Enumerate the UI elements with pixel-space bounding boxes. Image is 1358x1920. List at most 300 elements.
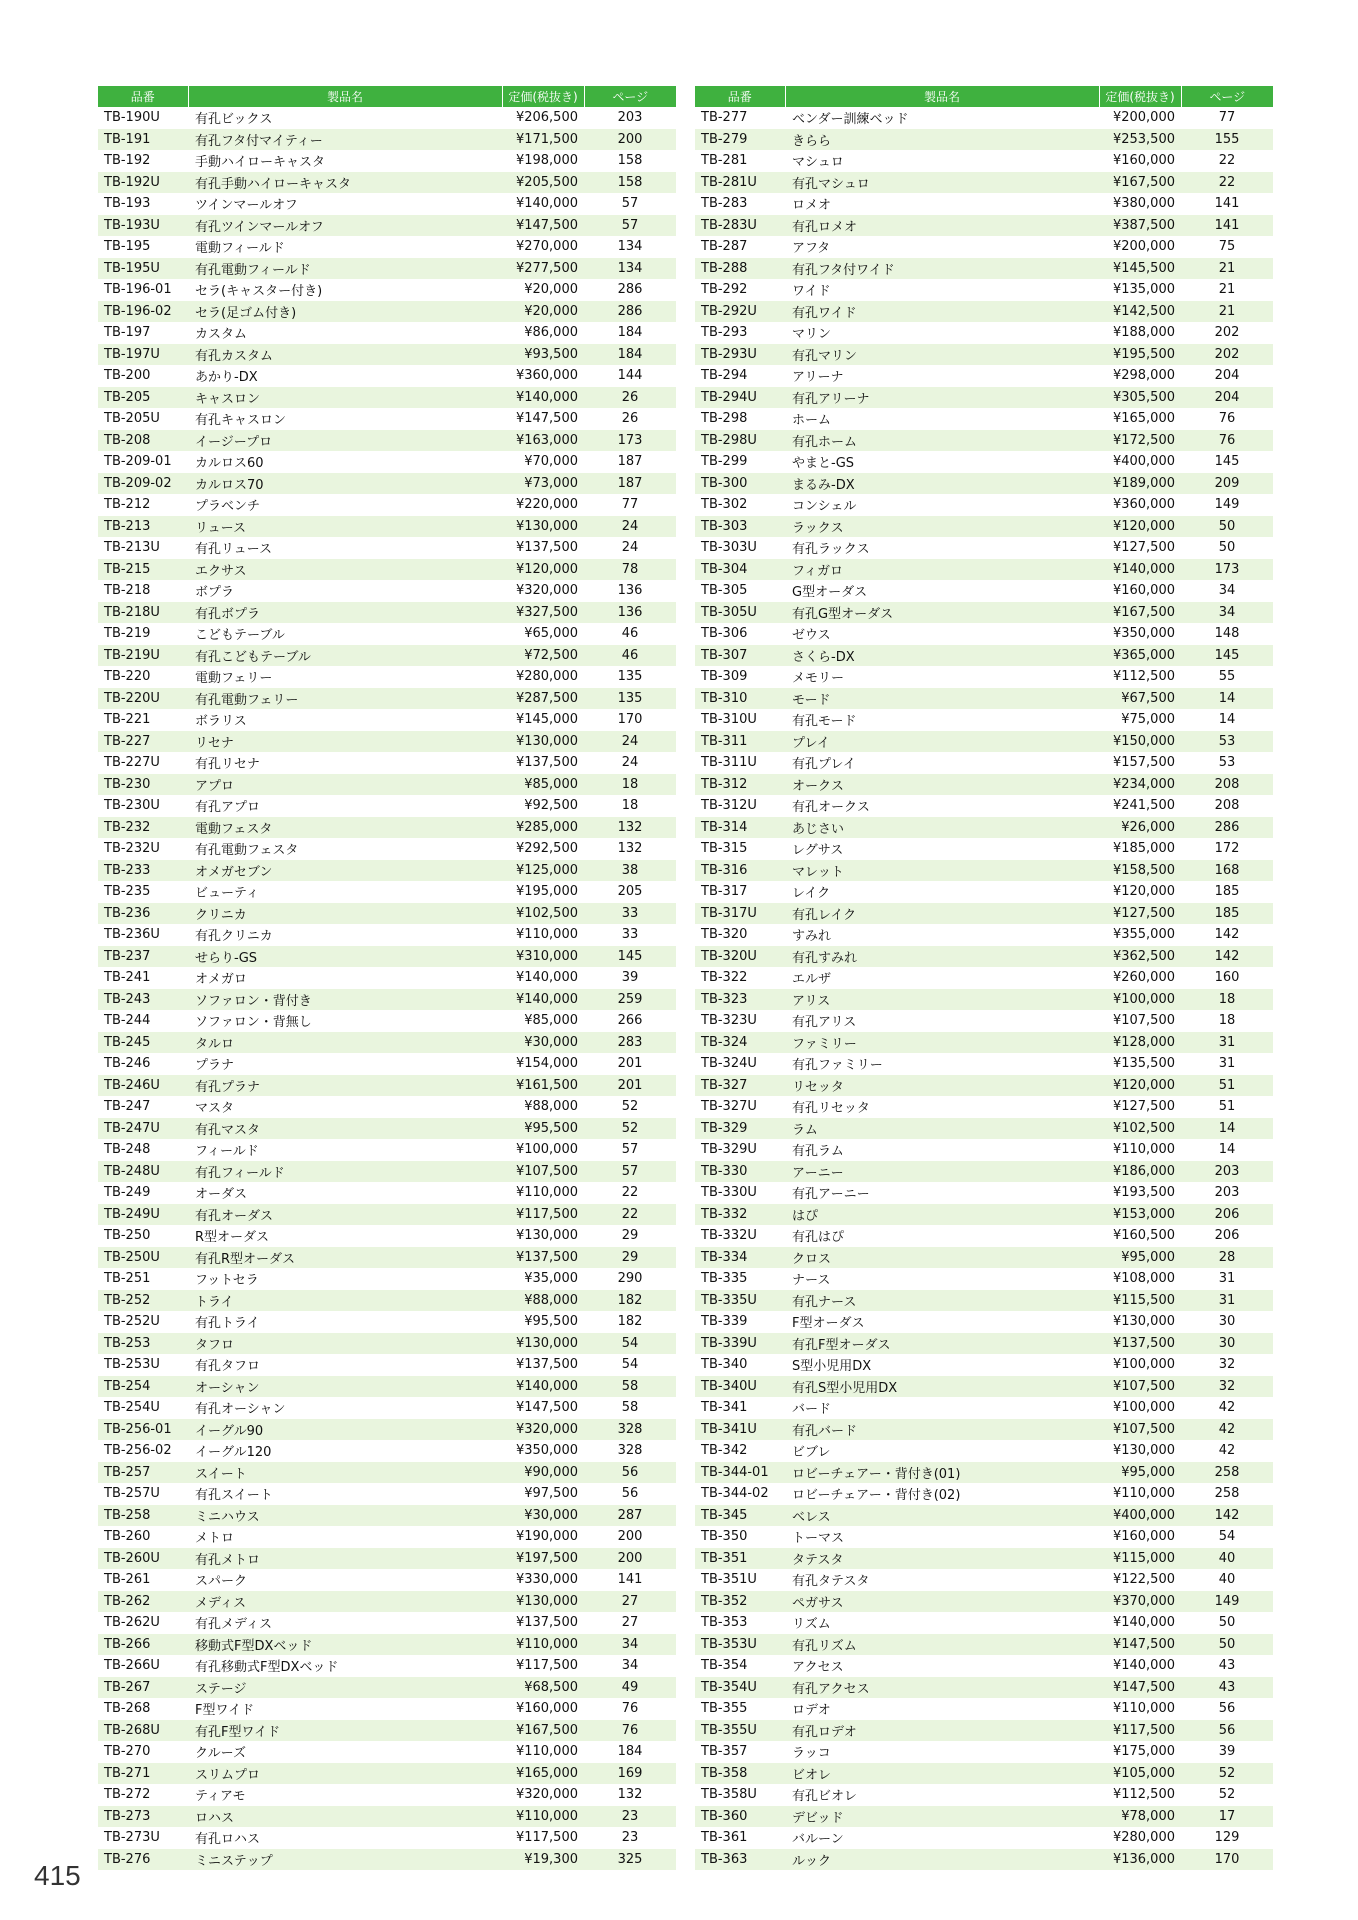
table-row	[695, 1827, 1273, 1849]
header-product-code: 品番	[695, 86, 785, 107]
price-cell: ¥158,500	[1099, 860, 1181, 882]
price-cell: ¥137,500	[515, 755, 578, 771]
page-ref-cell: 132	[617, 1787, 643, 1803]
table-row	[98, 1311, 676, 1333]
price-cell: ¥160,000	[1112, 153, 1175, 169]
product-code-cell: TB-279	[695, 129, 785, 151]
product-name-cell: モード	[785, 688, 1099, 710]
product-name-cell: タルロ	[188, 1032, 502, 1054]
page-ref-cell: 50	[1218, 540, 1236, 556]
price-cell: ¥20,000	[524, 282, 578, 298]
product-name-cell: ロハス	[188, 1806, 502, 1828]
page-ref-cell: 22	[1181, 172, 1273, 194]
product-name-cell: 有孔キャスロン	[195, 413, 287, 429]
product-name-cell: レイク	[792, 886, 831, 902]
table-row	[98, 1161, 676, 1183]
product-name-cell: 有孔リュース	[195, 542, 272, 558]
table-row	[98, 301, 676, 323]
price-cell: ¥362,500	[1099, 946, 1181, 968]
product-code-cell: TB-358U	[701, 1787, 757, 1803]
product-code-cell: TB-241	[104, 970, 151, 986]
product-code-cell: TB-230	[98, 774, 188, 796]
product-code-cell: TB-355	[701, 1701, 748, 1717]
page-ref-cell: 158	[617, 153, 643, 169]
price-cell: ¥100,000	[1099, 989, 1181, 1011]
product-code-cell: TB-254	[98, 1376, 188, 1398]
product-code-cell: TB-273U	[104, 1830, 160, 1846]
page-ref-cell: 50	[1181, 516, 1273, 538]
page-ref-cell: 170	[1181, 1849, 1273, 1871]
price-cell: ¥112,500	[1112, 669, 1175, 685]
price-cell: ¥117,500	[1099, 1720, 1181, 1742]
price-cell: ¥102,500	[502, 903, 584, 925]
page-ref-cell: 148	[1214, 626, 1240, 642]
table-row	[695, 709, 1273, 731]
page-ref-cell: 286	[584, 301, 676, 323]
table-row	[98, 1118, 676, 1140]
product-code-cell: TB-305U	[695, 602, 785, 624]
table-row	[695, 860, 1273, 882]
price-cell: ¥95,500	[502, 1118, 584, 1140]
price-cell: ¥198,000	[515, 153, 578, 169]
page-ref-cell: 54	[1218, 1529, 1236, 1545]
page-ref-cell: 27	[621, 1615, 639, 1631]
page-ref-cell: 31	[1181, 1290, 1273, 1312]
page-ref-cell: 185	[1214, 884, 1240, 900]
price-cell: ¥253,500	[1099, 129, 1181, 151]
table-row	[98, 1849, 676, 1871]
table-row	[98, 344, 676, 366]
price-cell: ¥365,000	[1099, 645, 1181, 667]
table-row	[695, 924, 1273, 946]
product-name-cell: 有孔すみれ	[785, 946, 1099, 968]
price-cell: ¥154,000	[515, 1056, 578, 1072]
product-name-cell: アーニー	[785, 1161, 1099, 1183]
table-row	[695, 1591, 1273, 1613]
product-code-cell: TB-195U	[98, 258, 188, 280]
price-cell: ¥285,000	[502, 817, 584, 839]
product-code-cell: TB-251	[104, 1271, 151, 1287]
price-cell: ¥72,500	[502, 645, 584, 667]
product-name-cell: 有孔ツインマールオフ	[188, 215, 502, 237]
price-cell: ¥175,000	[1112, 1744, 1175, 1760]
product-code-cell: TB-307	[695, 645, 785, 667]
page-ref-cell: 76	[1218, 411, 1236, 427]
table-row	[695, 150, 1273, 172]
product-code-cell: TB-303	[695, 516, 785, 538]
product-code-cell: TB-208	[98, 430, 188, 452]
price-cell: ¥95,500	[524, 1314, 578, 1330]
page-ref-cell: 42	[1218, 1400, 1236, 1416]
product-code-cell: TB-327U	[701, 1099, 757, 1115]
product-code-cell: TB-260U	[98, 1548, 188, 1570]
price-cell: ¥78,000	[1099, 1806, 1181, 1828]
header-product-code: 品番	[98, 86, 188, 107]
product-code-cell: TB-330	[695, 1161, 785, 1183]
product-code-cell: TB-220	[104, 669, 151, 685]
page-ref-cell: 160	[1214, 970, 1240, 986]
product-code-cell: TB-300	[695, 473, 785, 495]
page-ref-cell: 76	[621, 1701, 639, 1717]
table-row	[98, 580, 676, 602]
product-name-cell: 有孔リセナ	[195, 757, 260, 773]
price-cell: ¥260,000	[1112, 970, 1175, 986]
price-cell: ¥400,000	[1099, 1505, 1181, 1527]
page-ref-cell: 42	[1218, 1443, 1236, 1459]
table-row	[98, 1505, 676, 1527]
table-row	[695, 1440, 1273, 1462]
product-code-cell: TB-205U	[104, 411, 160, 427]
product-code-cell: TB-212	[104, 497, 151, 513]
product-code-cell: TB-324U	[701, 1056, 757, 1072]
page-ref-cell: 200	[617, 1529, 643, 1545]
page-ref-cell: 43	[1181, 1677, 1273, 1699]
product-code-cell: TB-245	[98, 1032, 188, 1054]
product-name-cell: オメガロ	[195, 972, 247, 988]
product-code-cell: TB-310	[695, 688, 785, 710]
product-name-cell: F型ワイド	[195, 1703, 255, 1719]
product-name-cell: ペガサス	[785, 1591, 1099, 1613]
table-row	[98, 1698, 676, 1720]
product-name-cell: アリス	[785, 989, 1099, 1011]
page-ref-cell: 46	[584, 645, 676, 667]
product-code-cell: TB-219	[104, 626, 151, 642]
price-cell: ¥400,000	[1112, 454, 1175, 470]
table-row	[695, 1784, 1273, 1806]
price-cell: ¥140,000	[1112, 1658, 1175, 1674]
page-ref-cell: 185	[1181, 903, 1273, 925]
product-name-cell: 有孔メディス	[195, 1617, 272, 1633]
product-code-cell: TB-353U	[695, 1634, 785, 1656]
table-row	[98, 1182, 676, 1204]
page-ref-cell: 78	[584, 559, 676, 581]
table-row	[98, 408, 676, 430]
product-code-cell: TB-205	[98, 387, 188, 409]
page-ref-cell: 76	[1181, 430, 1273, 452]
table-row	[695, 1139, 1273, 1161]
price-cell: ¥95,000	[1099, 1247, 1181, 1269]
price-cell: ¥110,000	[502, 1634, 584, 1656]
price-cell: ¥97,500	[524, 1486, 578, 1502]
price-cell: ¥135,500	[1112, 1056, 1175, 1072]
price-cell: ¥122,500	[1112, 1572, 1175, 1588]
product-name-cell: ファミリー	[785, 1032, 1099, 1054]
page-ref-cell: 30	[1218, 1314, 1236, 1330]
price-cell: ¥85,000	[524, 1013, 578, 1029]
product-code-cell: TB-312U	[701, 798, 757, 814]
table-row	[98, 1268, 676, 1290]
price-cell: ¥200,000	[1112, 239, 1175, 255]
page-ref-cell: 206	[1181, 1204, 1273, 1226]
product-name-cell: せらり-GS	[188, 946, 502, 968]
product-name-cell: スイート	[188, 1462, 502, 1484]
table-row	[695, 1247, 1273, 1269]
page-ref-cell: 136	[617, 583, 643, 599]
product-name-cell: 有孔ラックス	[792, 542, 870, 558]
table-row	[695, 387, 1273, 409]
page-ref-cell: 30	[1181, 1333, 1273, 1355]
product-name-cell: アクセス	[792, 1660, 844, 1676]
table-row	[98, 774, 676, 796]
page-ref-cell: 141	[617, 1572, 643, 1588]
product-name-cell: R型オーダス	[195, 1230, 270, 1246]
table-row	[695, 881, 1273, 903]
page-ref-cell: 258	[1181, 1462, 1273, 1484]
product-code-cell: TB-292	[701, 282, 748, 298]
page-ref-cell: 145	[1214, 454, 1240, 470]
page-ref-cell: 54	[584, 1333, 676, 1355]
table-header-row	[695, 86, 1273, 107]
page-ref-cell: 135	[584, 688, 676, 710]
page-ref-cell: 18	[1218, 1013, 1236, 1029]
page-ref-cell: 75	[1218, 239, 1236, 255]
page-ref-cell: 58	[621, 1400, 639, 1416]
product-name-cell: イーグル120	[195, 1445, 272, 1461]
product-name-cell: 有孔スイート	[195, 1488, 273, 1504]
product-code-cell: TB-249	[104, 1185, 151, 1201]
table-row	[695, 838, 1273, 860]
product-code-cell: TB-344-02	[701, 1486, 769, 1502]
product-code-cell: TB-266U	[104, 1658, 160, 1674]
price-cell: ¥70,000	[524, 454, 578, 470]
price-cell: ¥142,500	[1099, 301, 1181, 323]
table-row	[695, 1397, 1273, 1419]
product-name-cell: 有孔アプロ	[195, 800, 261, 816]
product-code-cell: TB-192U	[98, 172, 188, 194]
price-cell: ¥107,500	[502, 1161, 584, 1183]
price-cell: ¥310,000	[502, 946, 584, 968]
product-code-cell: TB-256-01	[98, 1419, 188, 1441]
price-cell: ¥380,000	[1112, 196, 1175, 212]
product-name-cell: ソファロン・背付き	[188, 989, 502, 1011]
page-ref-cell: 287	[584, 1505, 676, 1527]
product-code-cell: TB-352	[695, 1591, 785, 1613]
price-cell: ¥125,000	[502, 860, 584, 882]
table-row	[98, 1806, 676, 1828]
product-name-cell: 有孔ホーム	[785, 430, 1099, 452]
product-code-cell: TB-320	[701, 927, 748, 943]
table-row	[98, 731, 676, 753]
product-name-cell: まるみ-DX	[785, 473, 1099, 495]
page-ref-cell: 58	[584, 1376, 676, 1398]
price-cell: ¥67,500	[1099, 688, 1181, 710]
product-name-cell: カスタム	[195, 327, 248, 343]
page-ref-cell: 328	[584, 1419, 676, 1441]
product-name-cell: 有孔S型小児用DX	[785, 1376, 1099, 1398]
table-row	[695, 989, 1273, 1011]
product-name-cell: カルロス70	[188, 473, 502, 495]
price-cell: ¥186,000	[1099, 1161, 1181, 1183]
product-name-cell: 有孔フィールド	[188, 1161, 502, 1183]
price-cell: ¥130,000	[502, 1591, 584, 1613]
table-row	[98, 1720, 676, 1742]
table-row	[98, 860, 676, 882]
page-ref-cell: 31	[1218, 1271, 1236, 1287]
product-code-cell: TB-334	[695, 1247, 785, 1269]
price-cell: ¥110,000	[1112, 1142, 1175, 1158]
table-row	[98, 623, 676, 645]
table-header-row	[98, 86, 676, 107]
page-ref-cell: 31	[1218, 1056, 1236, 1072]
table-row	[98, 1462, 676, 1484]
table-row	[695, 1526, 1273, 1548]
table-row	[695, 602, 1273, 624]
table-row	[695, 1763, 1273, 1785]
product-name-cell: メトロ	[195, 1531, 235, 1547]
page-ref-cell: 149	[1181, 1591, 1273, 1613]
product-code-cell: TB-330U	[701, 1185, 757, 1201]
price-cell: ¥360,000	[1112, 497, 1175, 513]
product-code-cell: TB-340	[701, 1357, 748, 1373]
page-ref-cell: 182	[617, 1314, 643, 1330]
page-ref-cell: 22	[584, 1204, 676, 1226]
product-name-cell: ビューティ	[195, 886, 259, 902]
product-code-cell: TB-196-01	[104, 282, 172, 298]
price-cell: ¥19,300	[502, 1849, 584, 1871]
price-cell: ¥110,000	[515, 1744, 578, 1760]
product-code-cell: TB-316	[695, 860, 785, 882]
table-row	[695, 1204, 1273, 1226]
page-ref-cell: 168	[1181, 860, 1273, 882]
product-name-cell: タテスタ	[785, 1548, 1099, 1570]
product-code-cell: TB-236	[98, 903, 188, 925]
price-cell: ¥150,000	[1099, 731, 1181, 753]
product-code-cell: TB-317U	[695, 903, 785, 925]
table-row	[98, 1763, 676, 1785]
price-cell: ¥147,500	[515, 1400, 578, 1416]
price-cell: ¥140,000	[1112, 1615, 1175, 1631]
price-cell: ¥140,000	[515, 970, 578, 986]
page-number: 415	[34, 1860, 81, 1891]
price-cell: ¥130,000	[502, 731, 584, 753]
price-cell: ¥137,500	[515, 540, 578, 556]
product-code-cell: TB-303U	[701, 540, 757, 556]
table-row	[98, 1204, 676, 1226]
product-name-cell: クリニカ	[188, 903, 502, 925]
table-row	[98, 150, 676, 172]
product-code-cell: TB-327	[695, 1075, 785, 1097]
product-name-cell: 有孔G型オーダス	[785, 602, 1099, 624]
price-cell: ¥110,000	[515, 1185, 578, 1201]
table-row	[98, 193, 676, 215]
product-code-cell: TB-243	[98, 989, 188, 1011]
product-code-cell: TB-247U	[98, 1118, 188, 1140]
product-code-cell: TB-339	[701, 1314, 748, 1330]
product-name-cell: 有孔リズム	[785, 1634, 1099, 1656]
table-row	[98, 1010, 676, 1032]
product-name-cell: はぴ	[785, 1204, 1099, 1226]
product-code-cell: TB-247	[104, 1099, 151, 1115]
price-cell: ¥120,000	[1099, 1075, 1181, 1097]
page-ref-cell: 132	[584, 817, 676, 839]
product-code-cell: TB-276	[98, 1849, 188, 1871]
product-code-cell: TB-357	[701, 1744, 748, 1760]
price-cell: ¥157,500	[1112, 755, 1175, 771]
table-row	[695, 1677, 1273, 1699]
price-cell: ¥292,500	[515, 841, 578, 857]
page-ref-cell: 286	[617, 282, 643, 298]
product-name-cell: リセッタ	[785, 1075, 1099, 1097]
product-code-cell: TB-332U	[701, 1228, 757, 1244]
page-ref-cell: 129	[1214, 1830, 1240, 1846]
page-ref-cell: 173	[584, 430, 676, 452]
product-name-cell: オーダス	[195, 1187, 248, 1203]
product-code-cell: TB-248	[104, 1142, 151, 1158]
price-cell: ¥305,500	[1099, 387, 1181, 409]
product-name-cell: 手動ハイローキャスタ	[195, 155, 326, 171]
page-ref-cell: 77	[621, 497, 639, 513]
table-row	[695, 731, 1273, 753]
table-row	[98, 258, 676, 280]
product-code-cell: TB-220U	[98, 688, 188, 710]
price-cell: ¥120,000	[1112, 884, 1175, 900]
product-name-cell: ボプラ	[195, 585, 235, 601]
product-name-cell: トーマス	[792, 1531, 845, 1547]
table-row	[695, 1010, 1273, 1032]
page-ref-cell: 34	[1181, 602, 1273, 624]
product-code-cell: TB-314	[695, 817, 785, 839]
page-ref-cell: 27	[584, 1591, 676, 1613]
table-row	[695, 516, 1273, 538]
table-row	[695, 1290, 1273, 1312]
price-cell: ¥197,500	[502, 1548, 584, 1570]
table-row	[98, 881, 676, 903]
page-ref-cell: 145	[584, 946, 676, 968]
product-code-cell: TB-311	[695, 731, 785, 753]
price-cell: ¥65,000	[524, 626, 578, 642]
page-ref-cell: 21	[1218, 282, 1236, 298]
product-name-cell: 有孔レイク	[785, 903, 1099, 925]
table-row	[695, 645, 1273, 667]
page-ref-cell: 203	[1181, 1161, 1273, 1183]
product-name-cell: 有孔電動フェリー	[188, 688, 502, 710]
product-name-cell: 有孔F型ワイド	[188, 1720, 502, 1742]
price-cell: ¥195,000	[515, 884, 578, 900]
price-cell: ¥185,000	[1112, 841, 1175, 857]
price-cell: ¥140,000	[502, 1376, 584, 1398]
table-row	[695, 1075, 1273, 1097]
product-code-cell: TB-283U	[695, 215, 785, 237]
page-ref-cell: 169	[584, 1763, 676, 1785]
product-name-cell: エクサス	[188, 559, 502, 581]
table-row	[695, 193, 1273, 215]
page-ref-cell: 29	[621, 1228, 639, 1244]
page-ref-cell: 46	[621, 626, 639, 642]
product-name-cell: ワイド	[792, 284, 831, 300]
product-code-cell: TB-233	[98, 860, 188, 882]
product-code-cell: TB-213U	[104, 540, 160, 556]
table-row	[98, 752, 676, 774]
product-code-cell: TB-256-02	[104, 1443, 172, 1459]
price-cell: ¥172,500	[1099, 430, 1181, 452]
page-ref-cell: 51	[1181, 1075, 1273, 1097]
table-row	[695, 258, 1273, 280]
product-code-cell: TB-298U	[695, 430, 785, 452]
page-ref-cell: 259	[584, 989, 676, 1011]
product-name-cell: ツインマールオフ	[195, 198, 298, 214]
price-cell: ¥30,000	[502, 1032, 584, 1054]
price-cell: ¥360,000	[515, 368, 578, 384]
price-cell: ¥350,000	[1112, 626, 1175, 642]
table-row	[98, 1440, 676, 1462]
price-cell: ¥145,500	[1099, 258, 1181, 280]
price-cell: ¥136,000	[1099, 1849, 1181, 1871]
table-row	[695, 1806, 1273, 1828]
product-code-cell: TB-293	[701, 325, 748, 341]
table-row	[98, 473, 676, 495]
product-name-cell: ボラリス	[195, 714, 247, 730]
table-row	[98, 1548, 676, 1570]
